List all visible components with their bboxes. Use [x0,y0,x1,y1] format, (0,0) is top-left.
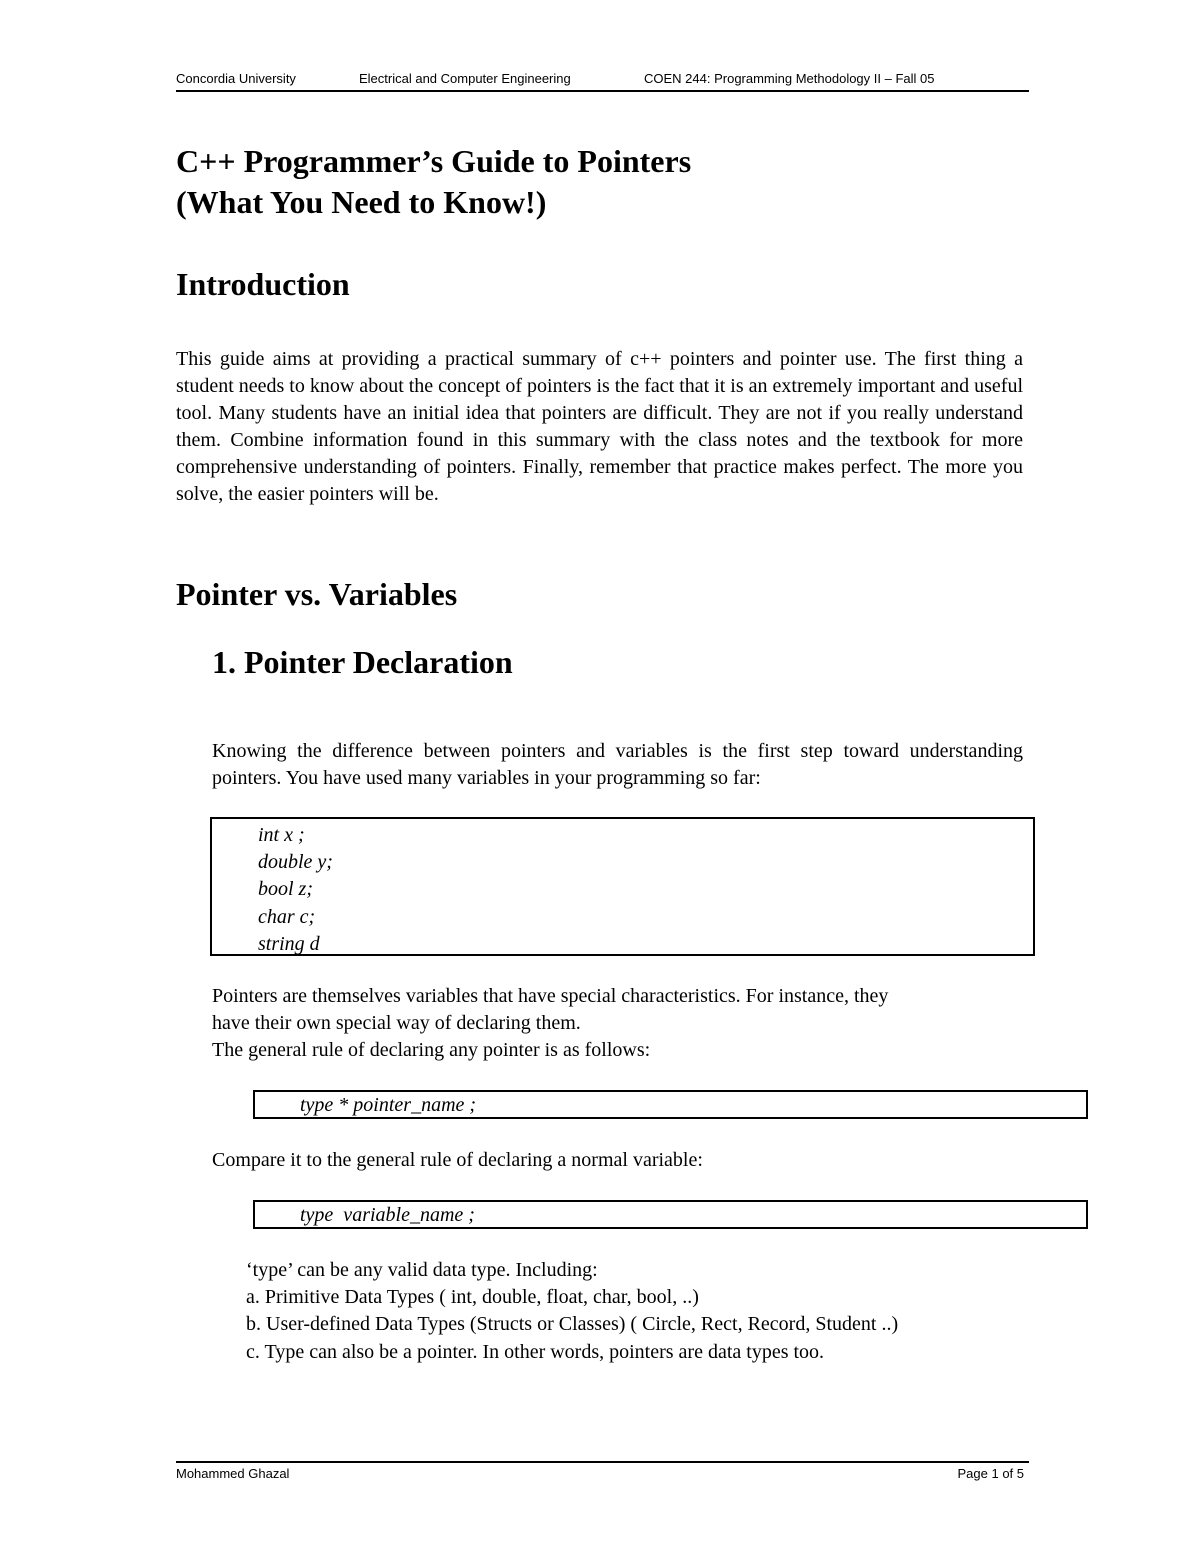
pointers-text-line: Pointers are themselves variables that have special characteristics. For instance, they [212,985,889,1007]
footer-page-number: Page 1 of 5 [957,1466,1024,1481]
type-intro: ‘type’ can be any valid data type. Including: [246,1259,598,1281]
code-line: int x ; [258,824,305,846]
footer-rule [176,1461,1029,1463]
footer-author: Mohammed Ghazal [176,1466,290,1481]
code-line: string d [258,932,320,955]
variable-rule-box [253,1200,1088,1229]
type-list-item: a. Primitive Data Types ( int, double, float, char, bool, ..) [246,1286,699,1308]
subsection-heading: 1. Pointer Declaration [212,644,513,680]
code-line: double y; [258,851,333,874]
document-subtitle: (What You Need to Know!) [176,184,547,220]
document-title: C++ Programmer’s Guide to Pointers [176,143,692,179]
variable-rule-intro: Compare it to the general rule of declaring a normal variable: [212,1149,703,1171]
pointers-text-line: have their own special way of declaring them. [212,1012,581,1034]
variable-rule-code: type variable_name ; [300,1204,475,1226]
pointer-rule-code: type * pointer_name ; [300,1094,477,1116]
variables-code-box [210,817,1035,956]
pointer-rule-intro: The general rule of declaring any pointer is as follows: [212,1039,651,1061]
type-list-item: b. User-defined Data Types (Structs or Classes) ( Circle, Rect, Record, Student ..) [246,1313,899,1335]
code-line: char c; [258,905,316,928]
header-university: Concordia University [176,71,296,86]
header-course: COEN 244: Programming Methodology II – Fall 05 [644,71,935,86]
header-department: Electrical and Computer Engineering [359,71,571,86]
header-rule [176,90,1029,92]
section-heading: Pointer vs. Variables [176,576,458,612]
variables-code [258,822,333,958]
pointer-rule-box [253,1090,1088,1119]
introduction-paragraph: This guide aims at providing a practical summary of c++ pointers and pointer use. The first thing a student needs to know about the concept of pointers is the fact that it is an extremely important and useful tool. Many students have an initial idea that pointers are difficult. They are not if you really understand them. Combine information found in this summary with the class notes and the textbook for more comprehensive understanding of pointers. Finally, remember that practice makes perfect. The more you solve, the easier pointers will be. [176,348,1024,505]
code-line: bool z; [258,878,313,901]
introduction-heading: Introduction [176,266,350,302]
declaration-intro-paragraph: Knowing the difference between pointers and variables is the first step toward understanding pointers. You have used many variables in your programming so far: [212,740,1023,789]
type-list-item: c. Type can also be a pointer. In other words, pointers are data types too. [246,1341,825,1363]
